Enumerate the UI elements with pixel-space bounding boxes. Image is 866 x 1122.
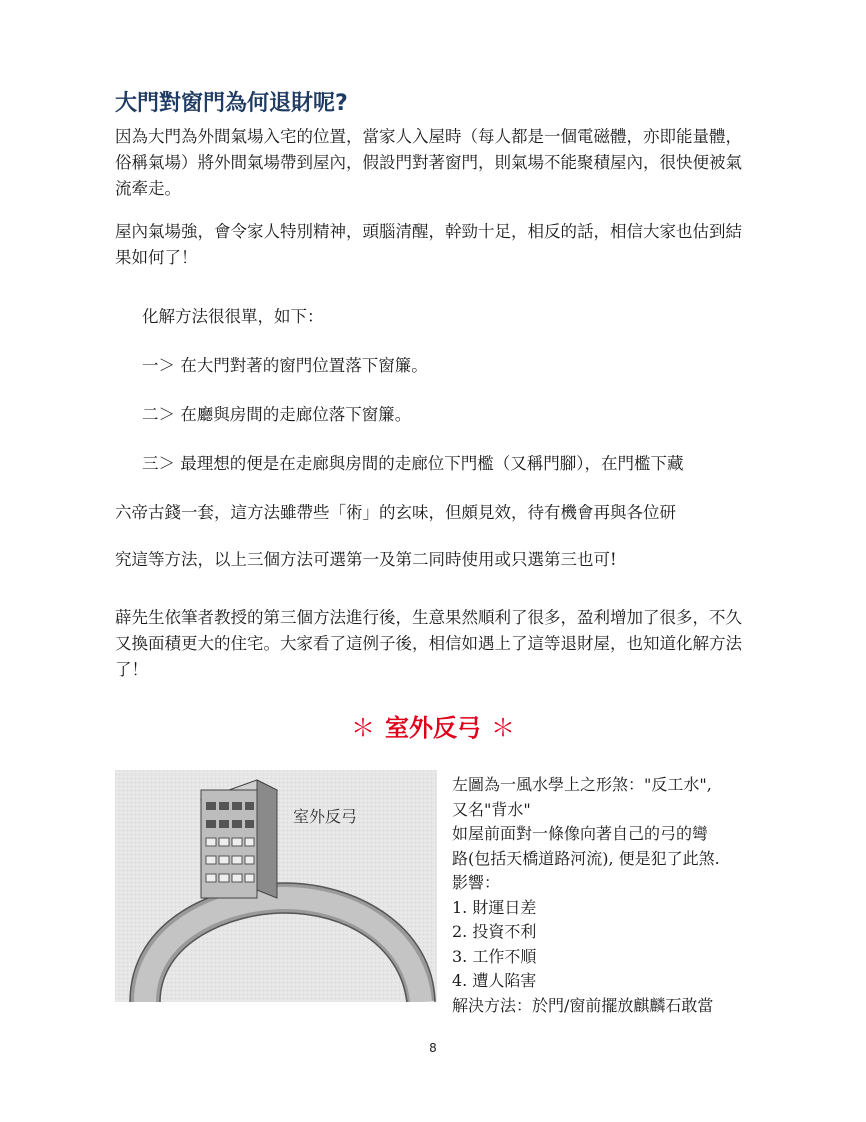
section-title <box>0 708 866 743</box>
method-item-3-cont-2: 究這等方法，以上三個方法可選第一及第二同時使用或只選第三也可! <box>115 550 617 569</box>
side-line: 左圖為一風水學上之形煞："反工水", <box>452 775 712 794</box>
method-item-3: 三＞ 最理想的便是在走廊與房間的走廊位下門檻（又稱門腳），在門檻下藏 <box>142 454 684 473</box>
star-icon: ＊ <box>351 714 375 742</box>
page-number: 8 <box>429 1041 437 1055</box>
method-intro: 化解方法很很單，如下： <box>142 307 324 326</box>
side-line: 路(包括天橋道路河流), 便是犯了此煞. <box>452 848 720 868</box>
effect-item: 4. 遭人陷害 <box>452 971 537 990</box>
paragraph-case: 薜先生依筆者教授的第三個方法進行後，生意果然順利了很多，盈利增加了很多，不久又換面積更大的住宅。大家看了這例子後，相信如遇上了這等退財屋，也知道化解方法了！ <box>115 608 742 679</box>
section-heading: 大門對窗門為何退財呢? <box>115 91 348 116</box>
figure-label: 室外反弓 <box>293 807 358 826</box>
side-line: 又名"背水" <box>452 799 531 819</box>
solution-line: 解決方法：於門/窗前擺放麒麟石敢當 <box>452 995 714 1015</box>
illustration-reverse-bow <box>115 770 437 1002</box>
effect-item: 2. 投資不利 <box>452 922 537 941</box>
effect-item: 3. 工作不順 <box>452 946 537 966</box>
method-item-1: 一＞ 在大門對著的窗門位置落下窗簾。 <box>142 356 428 375</box>
side-description <box>452 773 762 1018</box>
side-line: 如屋前面對一條像向著自己的弓的彎 <box>452 824 709 843</box>
method-item-2: 二＞ 在廳與房間的走廊位落下窗簾。 <box>142 405 412 424</box>
method-item-3-cont-1: 六帝古錢一套，這方法雖帶些「術」的玄味，但頗見效，待有機會再與各位研 <box>115 503 676 522</box>
building-side <box>257 780 277 898</box>
paragraph-intro: 因為大門為外間氣場入宅的位置，當家人入屋時（每人都是一個電磁體，亦即能量體，俗稱氣場）將外間氣場帶到屋內，假設門對著窗門，則氣場不能聚積屋內，很快便被氣流牽走。 <box>115 127 742 198</box>
section-title-text: 室外反弓 <box>385 714 481 742</box>
side-line: 影響： <box>452 873 501 892</box>
paragraph-energy: 屋內氣場強，會令家人特別精神，頭腦清醒，幹勁十足，相反的話，相信大家也估到結果如何了！ <box>115 222 742 267</box>
building-road-illustration <box>115 770 437 1002</box>
star-icon: ＊ <box>491 714 515 742</box>
effect-item: 1. 財運日差 <box>452 897 537 917</box>
